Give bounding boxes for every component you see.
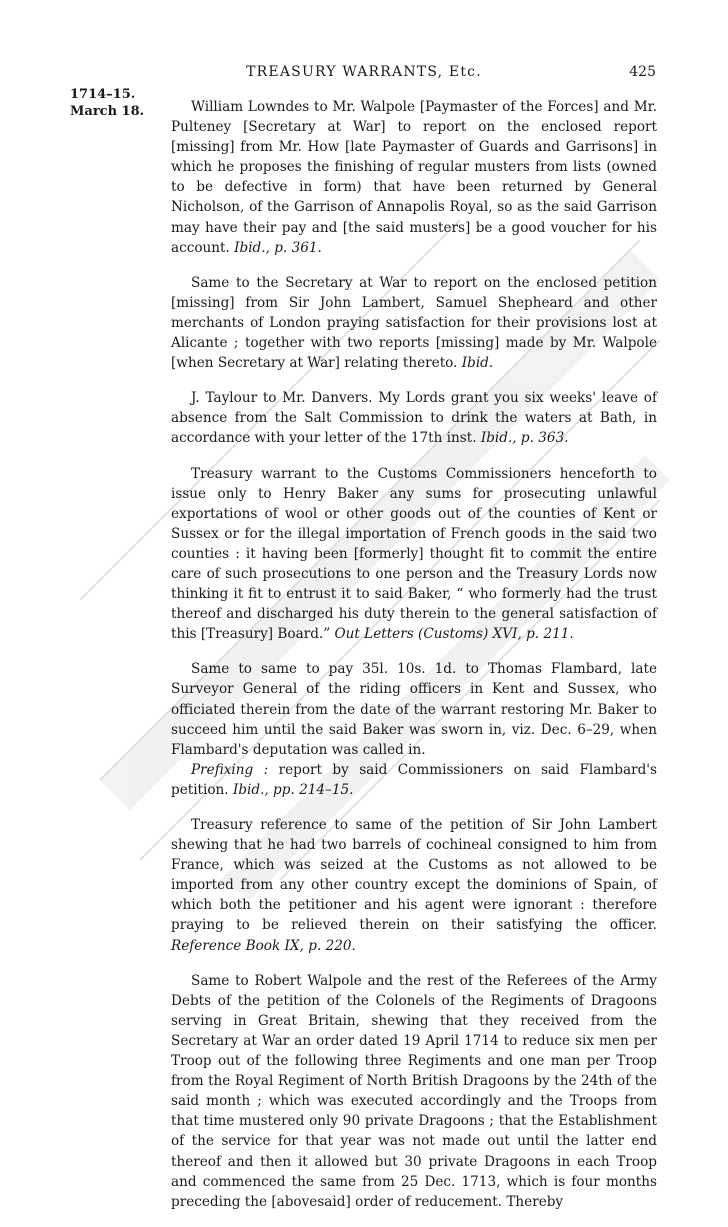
entry-reference: Reference Book IX, p. 220. bbox=[171, 937, 356, 954]
entry-reference: Ibid. bbox=[461, 355, 494, 372]
entry-reference: Ibid., p. 361. bbox=[234, 239, 322, 256]
entry bbox=[171, 97, 657, 258]
page-number: 425 bbox=[629, 64, 656, 80]
entry-text: Treasury warrant to the Customs Commissioners henceforth to issue only to Henry Baker any sums for prosecuting unlawful exportations of wool or other goods out of the counties of Kent or Sussex or for the illegal importation of French goods in the said two counties : it having been [formerly] thought fit to commit the entire care of such prosecutions to one person and the Treasury Lords now thinking it fit to entrust it to said Baker, “ who formerly had the trust thereof and discharged his duty therein to the general satisfaction of this [Treasury] Board.” bbox=[171, 465, 657, 643]
entry-text: J. Taylour to Mr. Danvers. My Lords grant you six weeks' leave of absence from the Salt Commission to drink the waters at Bath, in accordance with your letter of the 17th inst. bbox=[171, 390, 657, 447]
entry-text: Same to same to pay 35l. 10s. 1d. to Thomas Flambard, late Surveyor General of the riding officers in Kent and Sussex, who officiated therein from the date of the warrant restoring Mr. Baker to succeed him until the said Baker was sworn in, viz. Dec. 6–29, when Flambard's deputation was called in. bbox=[171, 661, 657, 758]
entry-text: Same to the Secretary at War to report on the enclosed petition [missing] from Sir John Lambert, Samuel Shepheard and other merchants of London praying satisfaction for their provisions lost at Alicante ; together with two reports [missing] made by Mr. Walpole [when Secretary at War] relating thereto. bbox=[171, 274, 657, 372]
margin-years: 1714–15. bbox=[70, 87, 136, 102]
running-title: TREASURY WARRANTS, Etc. bbox=[246, 64, 482, 80]
prefix-label: Prefixing : bbox=[191, 761, 269, 778]
entry-text: Same to Robert Walpole and the rest of the Referees of the Army Debts of the petition of the Colonels of the Regiments of Dragoons serving in Great Britain, shewing that they received from the Secretary at War an order dated 19 April 1714 to reduce six men per Troop out of the following three Regiments and one man per Troop from the Royal Regiment of North British Dragoons by the 24th of the said month ; which was executed accordingly and the Troops from that time mustered only 90 private Dragoons ; that the Establishment of the service for that year was not made out until the latter end thereof and then it allowed but 30 private Dragoons in each Troop and commenced the same from 25 Dec. 1713, which is four months preceding the [abovesaid] order of reducement. Thereby bbox=[171, 972, 657, 1210]
entry bbox=[171, 388, 657, 448]
margin-day: March 18. bbox=[70, 104, 145, 119]
entry-reference: Ibid., p. 363. bbox=[480, 430, 569, 447]
body-text bbox=[171, 97, 657, 1227]
entry-prefix bbox=[171, 760, 657, 800]
entry-reference: Ibid., pp. 214–15. bbox=[232, 781, 354, 798]
entry bbox=[171, 273, 657, 373]
entry bbox=[171, 659, 657, 759]
margin-date bbox=[70, 86, 160, 120]
page-header bbox=[0, 62, 728, 84]
entry-reference: Out Letters (Customs) XVI, p. 211. bbox=[334, 626, 574, 643]
entry bbox=[171, 971, 657, 1212]
entry bbox=[171, 464, 657, 645]
entry-text: Treasury reference to same of the petition of Sir John Lambert shewing that he had two barrels of cochineal consigned to him from France, which was seized at the Customs as not allowed to be imported from any other country except the dominions of Spain, of which both the petitioner and his agent were ignorant : therefore praying to be relieved therein on their satisfying the officer. bbox=[171, 817, 657, 934]
prefix-text: report by said Commissioners on said Flambard's petition. bbox=[171, 761, 657, 798]
entry bbox=[171, 815, 657, 956]
entry-text: William Lowndes to Mr. Walpole [Paymaster of the Forces] and Mr. Pulteney [Secretary at War] to report on the enclosed report [missing] from Mr. How [late Paymaster of Guards and Garrisons] in which he proposes the finishing of regular musters from lists (owned to be defective in form) that have been returned by General Nicholson, of the Garrison of Annapolis Royal, so as the said Garrison may have their pay and [the said musters] be a good voucher for his account. bbox=[171, 99, 657, 256]
